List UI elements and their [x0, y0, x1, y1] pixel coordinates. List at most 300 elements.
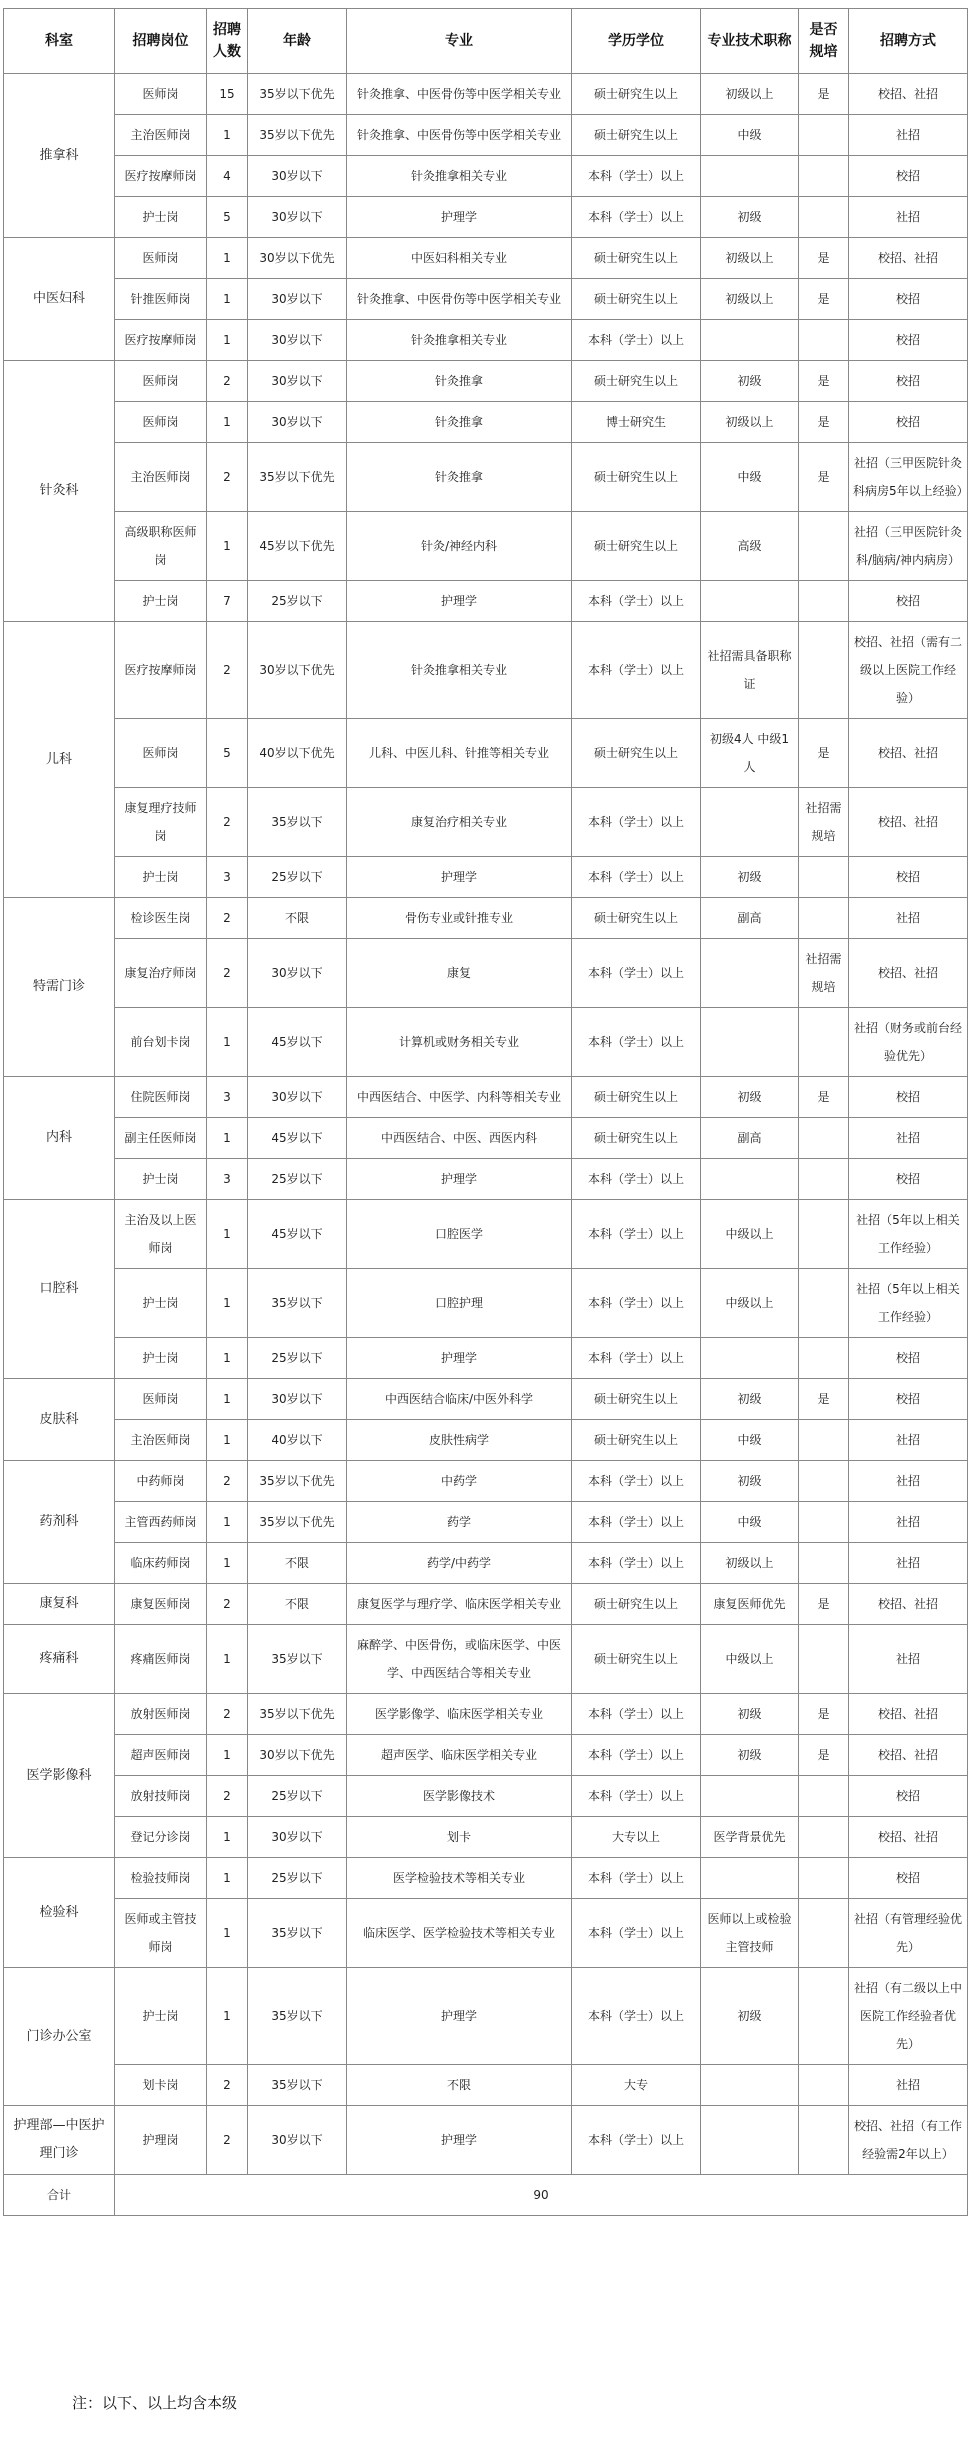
- footnote: 注：以下、以上均含本级: [72, 2394, 238, 2412]
- title-cell: 中级以上: [701, 1625, 799, 1694]
- major-cell: 药学: [347, 1502, 572, 1543]
- major-cell: 药学/中药学: [347, 1543, 572, 1584]
- title-cell: 初级: [701, 361, 799, 402]
- major-cell: 护理学: [347, 1159, 572, 1200]
- education-cell: 本科（学士）以上: [572, 1008, 701, 1077]
- training-cell: [799, 1338, 849, 1379]
- table-row: [4, 320, 968, 361]
- table-row: [4, 1269, 968, 1338]
- major-cell: 中医妇科相关专业: [347, 238, 572, 279]
- department-cell: 药剂科: [4, 1461, 115, 1584]
- position-cell: 护士岗: [115, 581, 207, 622]
- table-row: [4, 156, 968, 197]
- title-cell: [701, 1338, 799, 1379]
- title-cell: 高级: [701, 512, 799, 581]
- education-cell: 本科（学士）以上: [572, 1858, 701, 1899]
- position-cell: 护士岗: [115, 857, 207, 898]
- count-cell: 1: [207, 238, 248, 279]
- position-cell: 康复理疗技师岗: [115, 788, 207, 857]
- table-row: [4, 581, 968, 622]
- method-cell: 社招: [849, 898, 968, 939]
- title-cell: [701, 2065, 799, 2106]
- department-cell: 康复科: [4, 1584, 115, 1625]
- count-cell: 2: [207, 1584, 248, 1625]
- major-cell: 口腔护理: [347, 1269, 572, 1338]
- training-cell: [799, 1269, 849, 1338]
- table-row: [4, 1694, 968, 1735]
- department-cell: 皮肤科: [4, 1379, 115, 1461]
- count-cell: 1: [207, 279, 248, 320]
- table-row: [4, 1118, 968, 1159]
- count-cell: 2: [207, 939, 248, 1008]
- count-cell: 2: [207, 361, 248, 402]
- table-row: [4, 1625, 968, 1694]
- table-row: [4, 2065, 968, 2106]
- training-cell: 是: [799, 719, 849, 788]
- table-row: [4, 1008, 968, 1077]
- position-cell: 主治医师岗: [115, 1420, 207, 1461]
- table-row: [4, 1338, 968, 1379]
- position-cell: 高级职称医师岗: [115, 512, 207, 581]
- count-cell: 1: [207, 1858, 248, 1899]
- training-cell: [799, 2065, 849, 2106]
- header-dept: 科室: [4, 9, 115, 74]
- method-cell: 社招: [849, 115, 968, 156]
- major-cell: 针灸/神经内科: [347, 512, 572, 581]
- method-cell: 社招: [849, 1502, 968, 1543]
- count-cell: 1: [207, 1899, 248, 1968]
- training-cell: [799, 1776, 849, 1817]
- table-row: [4, 1461, 968, 1502]
- education-cell: 本科（学士）以上: [572, 2106, 701, 2175]
- count-cell: 1: [207, 1968, 248, 2065]
- position-cell: 登记分诊岗: [115, 1817, 207, 1858]
- position-cell: 康复治疗师岗: [115, 939, 207, 1008]
- count-cell: 1: [207, 402, 248, 443]
- position-cell: 医师或主管技师岗: [115, 1899, 207, 1968]
- age-cell: 30岁以下: [248, 939, 347, 1008]
- method-cell: 校招: [849, 1159, 968, 1200]
- major-cell: 划卡: [347, 1817, 572, 1858]
- age-cell: 30岁以下: [248, 197, 347, 238]
- education-cell: 本科（学士）以上: [572, 1200, 701, 1269]
- title-cell: 中级: [701, 1420, 799, 1461]
- education-cell: 硕士研究生以上: [572, 115, 701, 156]
- position-cell: 住院医师岗: [115, 1077, 207, 1118]
- major-cell: 针灸推拿: [347, 361, 572, 402]
- major-cell: 儿科、中医儿科、针推等相关专业: [347, 719, 572, 788]
- training-cell: 是: [799, 1584, 849, 1625]
- training-cell: [799, 857, 849, 898]
- method-cell: 社招: [849, 1625, 968, 1694]
- training-cell: [799, 1817, 849, 1858]
- training-cell: 是: [799, 402, 849, 443]
- age-cell: 45岁以下优先: [248, 512, 347, 581]
- age-cell: 25岁以下: [248, 1159, 347, 1200]
- position-cell: 护理岗: [115, 2106, 207, 2175]
- education-cell: 本科（学士）以上: [572, 1899, 701, 1968]
- education-cell: 硕士研究生以上: [572, 1584, 701, 1625]
- age-cell: 35岁以下优先: [248, 443, 347, 512]
- table-row: [4, 1858, 968, 1899]
- major-cell: 护理学: [347, 581, 572, 622]
- recruitment-table: [3, 8, 968, 2216]
- position-cell: 医疗按摩师岗: [115, 320, 207, 361]
- major-cell: 针灸推拿、中医骨伤等中医学相关专业: [347, 115, 572, 156]
- age-cell: 30岁以下优先: [248, 1735, 347, 1776]
- major-cell: 临床医学、医学检验技术等相关专业: [347, 1899, 572, 1968]
- count-cell: 1: [207, 115, 248, 156]
- method-cell: 校招: [849, 1338, 968, 1379]
- education-cell: 本科（学士）以上: [572, 857, 701, 898]
- title-cell: 初级: [701, 1077, 799, 1118]
- header-title: 专业技术职称: [701, 9, 799, 74]
- title-cell: 初级以上: [701, 74, 799, 115]
- major-cell: 针灸推拿相关专业: [347, 156, 572, 197]
- method-cell: 校招: [849, 857, 968, 898]
- age-cell: 30岁以下: [248, 1077, 347, 1118]
- header-age: 年龄: [248, 9, 347, 74]
- major-cell: 针灸推拿相关专业: [347, 622, 572, 719]
- education-cell: 本科（学士）以上: [572, 197, 701, 238]
- title-cell: 中级: [701, 115, 799, 156]
- age-cell: 35岁以下优先: [248, 115, 347, 156]
- table-row: [4, 279, 968, 320]
- method-cell: 校招: [849, 1379, 968, 1420]
- age-cell: 30岁以下: [248, 1817, 347, 1858]
- education-cell: 本科（学士）以上: [572, 1735, 701, 1776]
- count-cell: 1: [207, 1338, 248, 1379]
- table-row: [4, 1200, 968, 1269]
- method-cell: 社招（有二级以上中医院工作经验者优先）: [849, 1968, 968, 2065]
- table-body: [4, 74, 968, 2175]
- education-cell: 本科（学士）以上: [572, 1502, 701, 1543]
- title-cell: 副高: [701, 898, 799, 939]
- department-cell: 中医妇科: [4, 238, 115, 361]
- method-cell: 校招、社招: [849, 788, 968, 857]
- age-cell: 25岁以下: [248, 1776, 347, 1817]
- age-cell: 30岁以下: [248, 361, 347, 402]
- method-cell: 社招: [849, 2065, 968, 2106]
- training-cell: 是: [799, 361, 849, 402]
- education-cell: 硕士研究生以上: [572, 443, 701, 512]
- table-row: [4, 402, 968, 443]
- major-cell: 不限: [347, 2065, 572, 2106]
- title-cell: 中级以上: [701, 1200, 799, 1269]
- age-cell: 35岁以下优先: [248, 1502, 347, 1543]
- training-cell: [799, 1968, 849, 2065]
- header-row: [4, 9, 968, 74]
- training-cell: 是: [799, 443, 849, 512]
- title-cell: [701, 581, 799, 622]
- position-cell: 疼痛医师岗: [115, 1625, 207, 1694]
- title-cell: [701, 1159, 799, 1200]
- count-cell: 2: [207, 788, 248, 857]
- major-cell: 中西医结合、中医学、内科等相关专业: [347, 1077, 572, 1118]
- age-cell: 30岁以下: [248, 279, 347, 320]
- method-cell: 校招: [849, 156, 968, 197]
- count-cell: 5: [207, 197, 248, 238]
- age-cell: 不限: [248, 1543, 347, 1584]
- training-cell: [799, 197, 849, 238]
- education-cell: 本科（学士）以上: [572, 1968, 701, 2065]
- education-cell: 本科（学士）以上: [572, 622, 701, 719]
- total-value: 90: [115, 2175, 968, 2216]
- count-cell: 1: [207, 1420, 248, 1461]
- position-cell: 主管西药师岗: [115, 1502, 207, 1543]
- title-cell: [701, 1008, 799, 1077]
- table-row: [4, 857, 968, 898]
- position-cell: 临床药师岗: [115, 1543, 207, 1584]
- training-cell: [799, 1625, 849, 1694]
- table-row: [4, 1159, 968, 1200]
- count-cell: 2: [207, 1776, 248, 1817]
- method-cell: 社招: [849, 1461, 968, 1502]
- title-cell: 初级以上: [701, 402, 799, 443]
- title-cell: 中级以上: [701, 1269, 799, 1338]
- training-cell: [799, 622, 849, 719]
- education-cell: 硕士研究生以上: [572, 512, 701, 581]
- position-cell: 针推医师岗: [115, 279, 207, 320]
- training-cell: [799, 1461, 849, 1502]
- training-cell: 是: [799, 279, 849, 320]
- age-cell: 35岁以下优先: [248, 1694, 347, 1735]
- training-cell: [799, 1008, 849, 1077]
- method-cell: 校招: [849, 361, 968, 402]
- education-cell: 本科（学士）以上: [572, 939, 701, 1008]
- education-cell: 本科（学士）以上: [572, 1338, 701, 1379]
- title-cell: 初级以上: [701, 238, 799, 279]
- age-cell: 35岁以下: [248, 1269, 347, 1338]
- training-cell: [799, 1543, 849, 1584]
- major-cell: 口腔医学: [347, 1200, 572, 1269]
- header-education: 学历学位: [572, 9, 701, 74]
- position-cell: 医疗按摩师岗: [115, 156, 207, 197]
- title-cell: 中级: [701, 443, 799, 512]
- table-row: [4, 197, 968, 238]
- major-cell: 中西医结合、中医、西医内科: [347, 1118, 572, 1159]
- count-cell: 1: [207, 1200, 248, 1269]
- major-cell: 医学检验技术等相关专业: [347, 1858, 572, 1899]
- count-cell: 1: [207, 1269, 248, 1338]
- training-cell: [799, 320, 849, 361]
- major-cell: 针灸推拿相关专业: [347, 320, 572, 361]
- position-cell: 主治医师岗: [115, 443, 207, 512]
- count-cell: 1: [207, 1008, 248, 1077]
- title-cell: [701, 939, 799, 1008]
- major-cell: 护理学: [347, 1338, 572, 1379]
- table-row: [4, 1817, 968, 1858]
- department-cell: 医学影像科: [4, 1694, 115, 1858]
- position-cell: 护士岗: [115, 1338, 207, 1379]
- training-cell: [799, 115, 849, 156]
- position-cell: 护士岗: [115, 197, 207, 238]
- major-cell: 针灸推拿: [347, 443, 572, 512]
- department-cell: 疼痛科: [4, 1625, 115, 1694]
- position-cell: 副主任医师岗: [115, 1118, 207, 1159]
- count-cell: 1: [207, 1502, 248, 1543]
- age-cell: 30岁以下: [248, 156, 347, 197]
- training-cell: [799, 581, 849, 622]
- table-row: [4, 898, 968, 939]
- training-cell: 是: [799, 74, 849, 115]
- department-cell: 推拿科: [4, 74, 115, 238]
- major-cell: 麻醉学、中医骨伤，或临床医学、中医学、中西医结合等相关专业: [347, 1625, 572, 1694]
- count-cell: 1: [207, 1543, 248, 1584]
- department-cell: 检验科: [4, 1858, 115, 1968]
- major-cell: 医学影像技术: [347, 1776, 572, 1817]
- training-cell: 是: [799, 1735, 849, 1776]
- method-cell: 社招: [849, 1420, 968, 1461]
- position-cell: 超声医师岗: [115, 1735, 207, 1776]
- education-cell: 硕士研究生以上: [572, 74, 701, 115]
- method-cell: 社招: [849, 1118, 968, 1159]
- method-cell: 校招、社招: [849, 1735, 968, 1776]
- major-cell: 计算机或财务相关专业: [347, 1008, 572, 1077]
- method-cell: 校招、社招: [849, 74, 968, 115]
- method-cell: 社招: [849, 1543, 968, 1584]
- title-cell: 康复医师优先: [701, 1584, 799, 1625]
- method-cell: 校招、社招（有工作经验需2年以上）: [849, 2106, 968, 2175]
- recruitment-table-container: [3, 8, 967, 2216]
- count-cell: 2: [207, 2065, 248, 2106]
- education-cell: 本科（学士）以上: [572, 788, 701, 857]
- table-row: [4, 115, 968, 156]
- training-cell: 社招需规培: [799, 939, 849, 1008]
- table-row: [4, 1420, 968, 1461]
- department-cell: 特需门诊: [4, 898, 115, 1077]
- count-cell: 2: [207, 898, 248, 939]
- training-cell: 是: [799, 1694, 849, 1735]
- major-cell: 护理学: [347, 1968, 572, 2065]
- age-cell: 30岁以下优先: [248, 238, 347, 279]
- count-cell: 1: [207, 320, 248, 361]
- count-cell: 2: [207, 443, 248, 512]
- table-row: [4, 1735, 968, 1776]
- education-cell: 硕士研究生以上: [572, 719, 701, 788]
- major-cell: 中西医结合临床/中医外科学: [347, 1379, 572, 1420]
- education-cell: 大专以上: [572, 1817, 701, 1858]
- age-cell: 40岁以下优先: [248, 719, 347, 788]
- table-row: [4, 1968, 968, 2065]
- department-cell: 儿科: [4, 622, 115, 898]
- position-cell: 检验技师岗: [115, 1858, 207, 1899]
- education-cell: 本科（学士）以上: [572, 156, 701, 197]
- method-cell: 校招: [849, 320, 968, 361]
- training-cell: [799, 1420, 849, 1461]
- count-cell: 1: [207, 1625, 248, 1694]
- method-cell: 社招（5年以上相关工作经验）: [849, 1200, 968, 1269]
- age-cell: 25岁以下: [248, 857, 347, 898]
- count-cell: 1: [207, 512, 248, 581]
- major-cell: 护理学: [347, 857, 572, 898]
- major-cell: 超声医学、临床医学相关专业: [347, 1735, 572, 1776]
- table-row: [4, 2106, 968, 2175]
- training-cell: [799, 512, 849, 581]
- department-cell: 护理部—中医护理门诊: [4, 2106, 115, 2175]
- age-cell: 30岁以下: [248, 402, 347, 443]
- age-cell: 35岁以下: [248, 2065, 347, 2106]
- position-cell: 医师岗: [115, 402, 207, 443]
- table-row: [4, 939, 968, 1008]
- method-cell: 校招、社招: [849, 719, 968, 788]
- table-row: [4, 788, 968, 857]
- method-cell: 校招、社招: [849, 939, 968, 1008]
- table-row: [4, 1899, 968, 1968]
- position-cell: 护士岗: [115, 1269, 207, 1338]
- method-cell: 社招（财务或前台经验优先）: [849, 1008, 968, 1077]
- education-cell: 本科（学士）以上: [572, 1776, 701, 1817]
- age-cell: 不限: [248, 1584, 347, 1625]
- title-cell: 初级以上: [701, 279, 799, 320]
- education-cell: 硕士研究生以上: [572, 238, 701, 279]
- major-cell: 骨伤专业或针推专业: [347, 898, 572, 939]
- training-cell: 是: [799, 238, 849, 279]
- training-cell: [799, 898, 849, 939]
- table-row: [4, 443, 968, 512]
- position-cell: 中药师岗: [115, 1461, 207, 1502]
- age-cell: 35岁以下优先: [248, 74, 347, 115]
- method-cell: 校招: [849, 581, 968, 622]
- age-cell: 35岁以下优先: [248, 1461, 347, 1502]
- training-cell: [799, 2106, 849, 2175]
- title-cell: 初级: [701, 1968, 799, 2065]
- education-cell: 硕士研究生以上: [572, 279, 701, 320]
- method-cell: 校招、社招: [849, 1817, 968, 1858]
- title-cell: 初级: [701, 1461, 799, 1502]
- table-row: [4, 238, 968, 279]
- age-cell: 35岁以下: [248, 1625, 347, 1694]
- education-cell: 本科（学士）以上: [572, 1461, 701, 1502]
- title-cell: 初级: [701, 1379, 799, 1420]
- title-cell: [701, 1776, 799, 1817]
- training-cell: [799, 156, 849, 197]
- position-cell: 主治及以上医师岗: [115, 1200, 207, 1269]
- method-cell: 社招: [849, 197, 968, 238]
- major-cell: 康复治疗相关专业: [347, 788, 572, 857]
- position-cell: 护士岗: [115, 1159, 207, 1200]
- table-row: [4, 361, 968, 402]
- table-row: [4, 719, 968, 788]
- age-cell: 45岁以下: [248, 1118, 347, 1159]
- table-row: [4, 74, 968, 115]
- count-cell: 1: [207, 1118, 248, 1159]
- training-cell: [799, 1502, 849, 1543]
- method-cell: 社招（三甲医院针灸科/脑病/神内病房）: [849, 512, 968, 581]
- method-cell: 校招、社招: [849, 1584, 968, 1625]
- count-cell: 3: [207, 857, 248, 898]
- table-row: [4, 1776, 968, 1817]
- title-cell: 初级: [701, 857, 799, 898]
- education-cell: 本科（学士）以上: [572, 1159, 701, 1200]
- title-cell: 初级4人 中级1人: [701, 719, 799, 788]
- education-cell: 大专: [572, 2065, 701, 2106]
- education-cell: 博士研究生: [572, 402, 701, 443]
- table-row: [4, 1502, 968, 1543]
- count-cell: 3: [207, 1159, 248, 1200]
- age-cell: 45岁以下: [248, 1200, 347, 1269]
- count-cell: 2: [207, 1461, 248, 1502]
- title-cell: [701, 156, 799, 197]
- position-cell: 医疗按摩师岗: [115, 622, 207, 719]
- age-cell: 30岁以下: [248, 320, 347, 361]
- major-cell: 针灸推拿、中医骨伤等中医学相关专业: [347, 279, 572, 320]
- major-cell: 皮肤性病学: [347, 1420, 572, 1461]
- position-cell: 康复医师岗: [115, 1584, 207, 1625]
- method-cell: 社招（有管理经验优先）: [849, 1899, 968, 1968]
- education-cell: 本科（学士）以上: [572, 1543, 701, 1584]
- education-cell: 本科（学士）以上: [572, 320, 701, 361]
